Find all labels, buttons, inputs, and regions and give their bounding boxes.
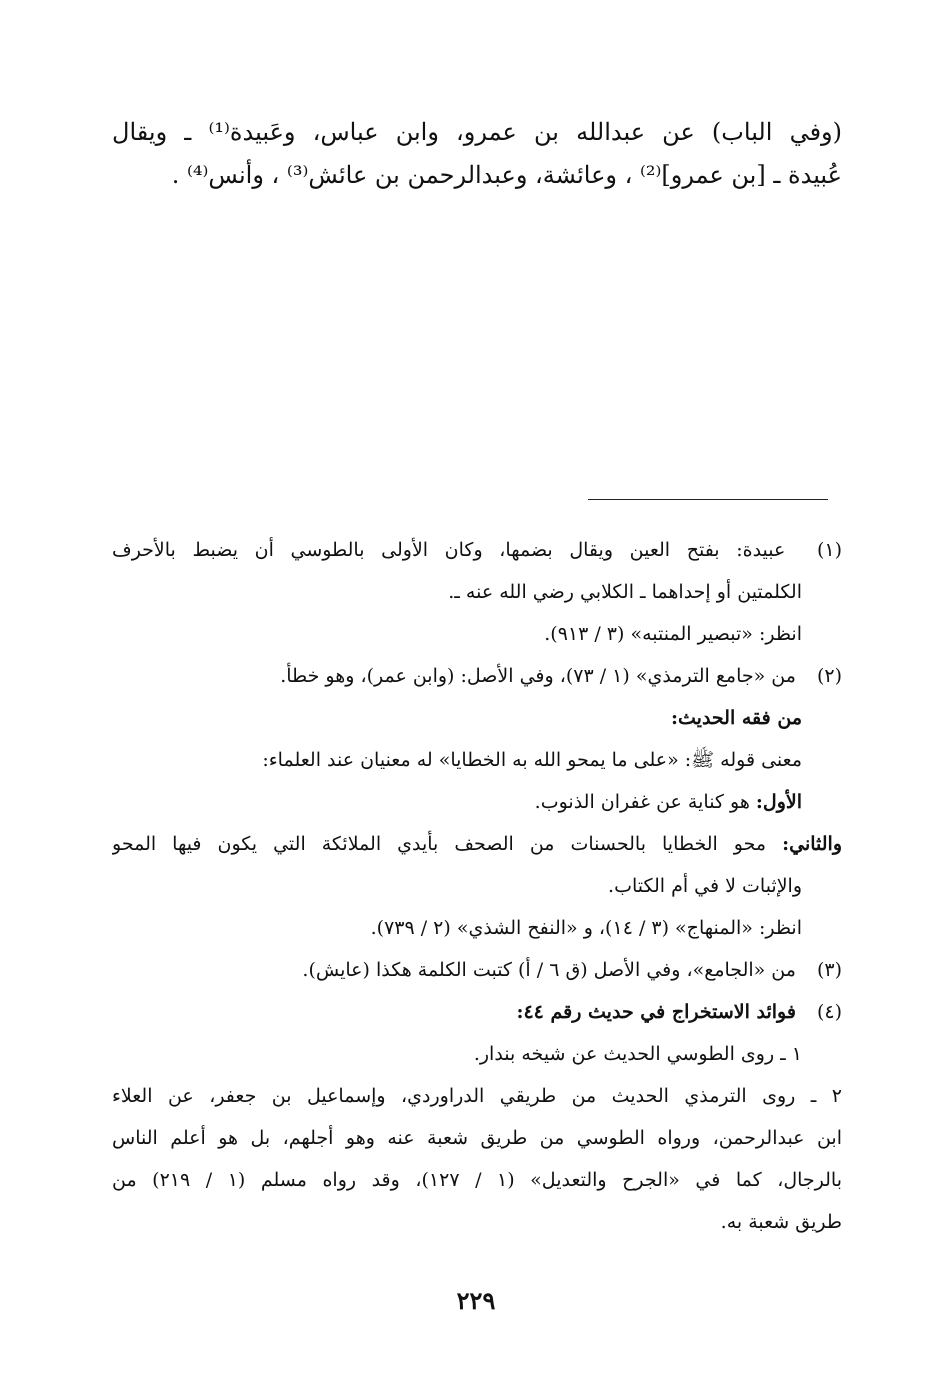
footnote-2-text: من «جامع الترمذي» (١ / ٧٣)، وفي الأصل: (وابن عمر)، وهو خطأ. xyxy=(280,665,796,687)
footnote-4-line-4: بالرجال، كما في «الجرح والتعديل» (١ / ١٢٧)، وقد رواه مسلم (١ / ٢١٩) من xyxy=(112,1169,842,1191)
footnote-1-number: (١) xyxy=(816,539,842,561)
footnote-2-line-1 xyxy=(280,659,842,693)
footnote-2-first-meaning xyxy=(112,785,802,819)
footnote-separator xyxy=(588,499,828,500)
main-text-line-1: (وفي الباب) عن عبدالله بن عمرو، وابن عباس، وعَبيدة⁽¹⁾ ـ ويقال xyxy=(112,118,842,146)
footnote-4-line-5: طريق شعبة به. xyxy=(720,1211,842,1233)
footnote-4-line-3: ابن عبدالرحمن، ورواه الطوسي من طريق شعبة عنه وهو أجلهم، بل هو أعلم الناس xyxy=(112,1127,842,1149)
footnote-3-number: (٣) xyxy=(816,959,842,981)
footnote-3-line-1 xyxy=(302,953,842,987)
footnote-2-first-text: هو كناية عن غفران الذنوب. xyxy=(534,791,756,813)
footnote-1-line-1 xyxy=(112,533,842,567)
footnote-1-line-3: انظر: «تبصير المنتبه» (٣ / ٩١٣). xyxy=(544,623,802,645)
footnote-2-second-meaning xyxy=(112,827,842,861)
footnote-1-text: عبيدة: بفتح العين ويقال بضمها، وكان الأولى بالطوسي أن يضبط بالأحرف xyxy=(112,539,786,561)
footnote-1-line-2: الكلمتين أو إحداهما ـ الكلابي رضي الله عنه ـ. xyxy=(448,581,802,603)
footnote-3-text: من «الجامع»، وفي الأصل (ق ٦ / أ) كتبت الكلمة هكذا (عايش). xyxy=(302,959,796,981)
page-number: ٢٢٩ xyxy=(456,1286,496,1315)
main-text-line-2: عُبيدة ـ [بن عمرو]⁽²⁾ ، وعائشة، وعبدالرحمن بن عائش⁽³⁾ ، وأنس⁽⁴⁾ . xyxy=(171,161,842,189)
footnote-2-line-4: انظر: «المنهاج» (٣ / ١٤)، و «النفح الشذي» (٢ / ٧٣٩). xyxy=(370,917,802,939)
footnote-2-second-label: والثاني: xyxy=(782,833,842,855)
footnote-4-heading: فوائد الاستخراج في حديث رقم ٤٤: xyxy=(516,1001,796,1023)
footnote-2-first-label: الأول: xyxy=(755,791,802,813)
footnote-4-number: (٤) xyxy=(816,1001,842,1023)
footnote-4-line-2: ٢ ـ روى الترمذي الحديث من طريقي الدراوردي، وإسماعيل بن جعفر، عن العلاء xyxy=(112,1085,842,1107)
footnote-2-number: (٢) xyxy=(816,665,842,687)
footnote-2-heading: من فقه الحديث: xyxy=(670,707,802,729)
footnote-2-second-text: محو الخطايا بالحسنات من الصحف بأيدي الملائكة التي يكون فيها المحو xyxy=(112,833,783,855)
footnote-2-line-2: معنى قوله ﷺ: «على ما يمحو الله به الخطايا» له معنيان عند العلماء: xyxy=(262,749,802,771)
footnote-4-line-1: ١ ـ روى الطوسي الحديث عن شيخه بندار. xyxy=(473,1043,802,1065)
footnote-4-heading-line xyxy=(516,995,842,1029)
footnote-2-line-3: والإثبات لا في أم الكتاب. xyxy=(608,875,802,897)
